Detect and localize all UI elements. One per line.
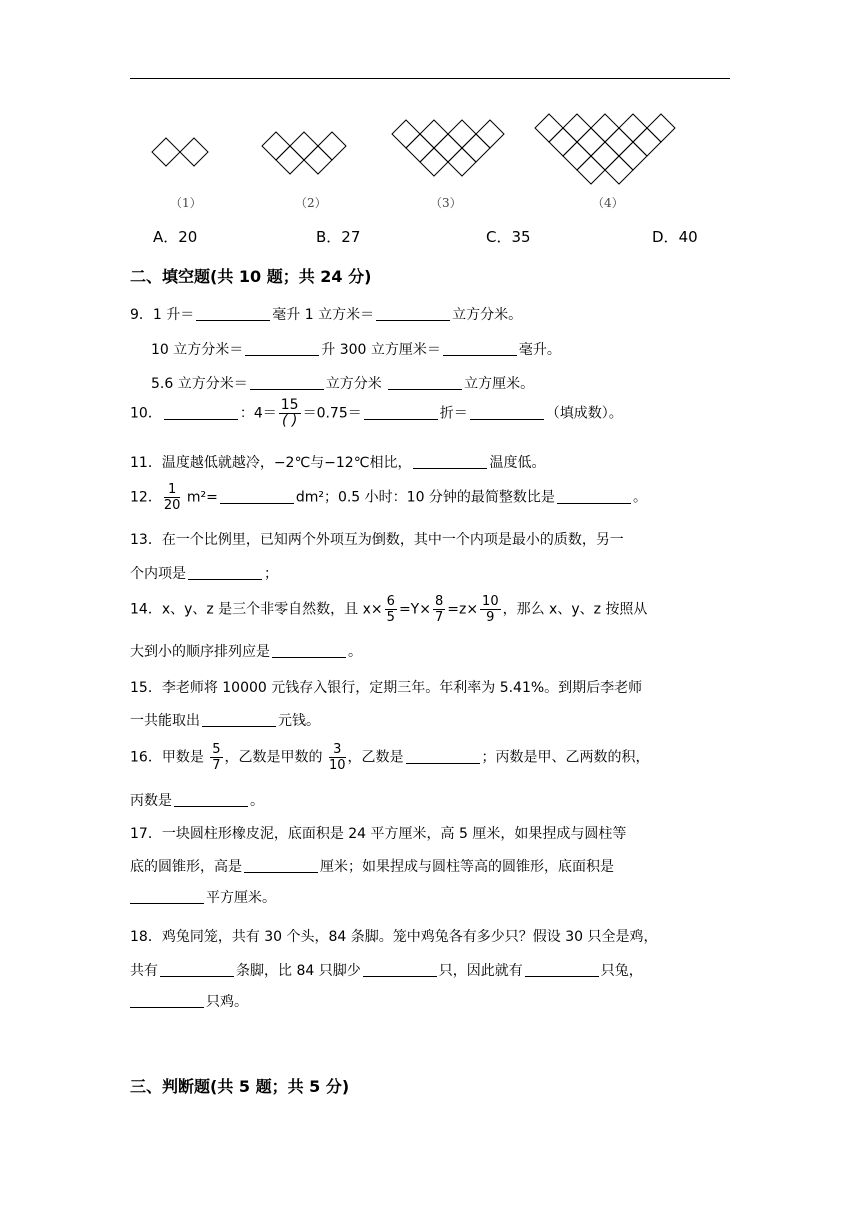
diamond-shape bbox=[549, 128, 577, 156]
answer-blank[interactable] bbox=[160, 962, 234, 977]
answer-blank[interactable] bbox=[525, 962, 599, 977]
diamond-shape bbox=[406, 134, 434, 162]
diamond-shape bbox=[434, 134, 462, 162]
diamond-shape bbox=[152, 138, 180, 166]
answer-blank[interactable] bbox=[250, 375, 324, 390]
section-3-title: 三、判断题(共 5 题；共 5 分) bbox=[130, 1077, 350, 1096]
q14-line-2: 大到小的顺序排列应是 。 bbox=[130, 644, 362, 660]
diamond-shape bbox=[448, 120, 476, 148]
diamond-shape bbox=[605, 128, 633, 156]
q17-line-2: 底的圆锥形，高是 厘米；如果捏成与圆柱等高的圆锥形，底面积是 bbox=[130, 859, 614, 875]
diamond-shape bbox=[577, 156, 605, 184]
q15-line-1: 15．李老师将 10000 元钱存入银行，定期三年。年利率为 5.41%。到期后李老师 bbox=[130, 680, 643, 696]
figure-label-1: （1） bbox=[170, 196, 202, 210]
q18-line-3: 只鸡。 bbox=[130, 991, 248, 1011]
answer-blank[interactable] bbox=[272, 643, 346, 658]
q13-line-2: 个内项是 ； bbox=[130, 566, 278, 582]
diamond-shape bbox=[633, 128, 661, 156]
section-2-title: 二、填空题(共 10 题；共 24 分) bbox=[130, 267, 372, 286]
answer-blank[interactable] bbox=[364, 405, 438, 420]
q9-line-3: 5.6 立方分米＝ 立方分米 立方厘米。 bbox=[151, 376, 535, 392]
q16-line-2: 丙数是 。 bbox=[130, 793, 264, 809]
fraction: $\frac{1}{20}$ bbox=[163, 482, 181, 513]
answer-blank[interactable] bbox=[443, 341, 517, 356]
diamond-shape bbox=[420, 148, 448, 176]
diamond-shape bbox=[462, 134, 490, 162]
answer-blank[interactable] bbox=[413, 454, 487, 469]
diamond-shape bbox=[591, 114, 619, 142]
diamond-shape bbox=[262, 132, 290, 160]
figure-label-3: （3） bbox=[430, 196, 462, 210]
q9-line-2: 10 立方分米＝ 升 300 立方厘米＝ 毫升。 bbox=[151, 342, 561, 358]
q11-line: 11．温度越低就越冷，−2℃与−12℃相比， 温度低。 bbox=[130, 455, 546, 471]
q18-line-2: 共有 条脚，比 84 只脚少 只，因此就有 只兔， bbox=[130, 963, 643, 979]
q13-line-1: 13．在一个比例里，已知两个外项互为倒数，其中一个内项是最小的质数，另一 bbox=[130, 532, 624, 548]
answer-blank[interactable] bbox=[470, 405, 544, 420]
q16-line-1: 16．甲数是 $\frac{5}{7}$ ，乙数是甲数的 $\frac{3}{10}$ ，乙数是 ；丙数是甲、乙两数的积， bbox=[130, 742, 650, 773]
diamond-shape bbox=[420, 120, 448, 148]
answer-blank[interactable] bbox=[202, 712, 276, 727]
fraction: $\frac{15}{( )}$ bbox=[280, 397, 299, 429]
answer-blank[interactable] bbox=[220, 489, 294, 504]
diamond-shape bbox=[619, 114, 647, 142]
q12-line: 12． $\frac{1}{20}$ m²= dm²；0.5 小时：10 分钟的最简整数比是 。 bbox=[130, 482, 647, 513]
figure-label-4: （4） bbox=[592, 196, 624, 210]
answer-blank[interactable] bbox=[174, 792, 248, 807]
q14-line-1: 14．x、y、z 是三个非零自然数，且 x× $\frac{6}{5}$ =Y× $\frac{8}{7}$ =z× $\frac{10}{9}$ ，那么 x、y、z 按照从 bbox=[130, 594, 648, 625]
diamond-shape bbox=[448, 148, 476, 176]
q10-line: 10． ：4＝ $\frac{15}{( )}$ ＝0.75＝ 折＝ （填成数）。 bbox=[130, 397, 623, 429]
diamond-shape bbox=[476, 120, 504, 148]
diamond-shape bbox=[290, 132, 318, 160]
q17-line-3: 平方厘米。 bbox=[130, 887, 276, 907]
diamond-shape bbox=[619, 142, 647, 170]
answer-blank[interactable] bbox=[388, 375, 462, 390]
diamond-shape bbox=[180, 138, 208, 166]
fraction: $\frac{8}{7}$ bbox=[434, 594, 444, 625]
diamond-shape bbox=[591, 142, 619, 170]
header-rule bbox=[130, 78, 730, 79]
diamond-shape bbox=[392, 120, 420, 148]
answer-blank[interactable] bbox=[244, 858, 318, 873]
fraction: $\frac{3}{10}$ bbox=[329, 742, 346, 773]
q9-line-1: 9．1 升＝ 毫升 1 立方米＝ 立方分米。 bbox=[130, 307, 523, 323]
answer-blank[interactable] bbox=[130, 889, 204, 904]
diamond-shape bbox=[535, 114, 563, 142]
diamond-shape bbox=[318, 132, 346, 160]
diamond-shape bbox=[276, 146, 304, 174]
choice-d: D．40 bbox=[652, 228, 698, 246]
choice-c: C．35 bbox=[486, 228, 531, 246]
figure-1 bbox=[150, 112, 710, 192]
answer-blank[interactable] bbox=[406, 749, 480, 764]
fraction: $\frac{5}{7}$ bbox=[212, 742, 221, 773]
answer-blank[interactable] bbox=[363, 962, 437, 977]
diamond-shape bbox=[304, 146, 332, 174]
choice-a: A．20 bbox=[153, 228, 198, 246]
q18-line-1: 18．鸡兔同笼，共有 30 个头，84 条脚。笼中鸡兔各有多少只？假设 30 只全是鸡， bbox=[130, 929, 658, 945]
diamond-shape bbox=[647, 114, 675, 142]
answer-blank[interactable] bbox=[245, 341, 319, 356]
answer-blank[interactable] bbox=[196, 306, 270, 321]
answer-blank[interactable] bbox=[376, 306, 450, 321]
answer-blank[interactable] bbox=[557, 489, 631, 504]
answer-blank[interactable] bbox=[164, 405, 238, 420]
diamond-shape bbox=[563, 142, 591, 170]
fraction: $\frac{6}{5}$ bbox=[386, 594, 395, 625]
diamond-shape bbox=[577, 128, 605, 156]
figure-label-2: （2） bbox=[295, 196, 327, 210]
diamond-shape bbox=[563, 114, 591, 142]
fraction: $\frac{10}{9}$ bbox=[482, 594, 499, 625]
choice-b: B．27 bbox=[316, 228, 361, 246]
answer-blank[interactable] bbox=[130, 993, 204, 1008]
q17-line-1: 17．一块圆柱形橡皮泥，底面积是 24 平方厘米，高 5 厘米，如果捏成与圆柱等 bbox=[130, 826, 627, 842]
diamond-shape bbox=[605, 156, 633, 184]
diamond-figures bbox=[150, 112, 710, 212]
q15-line-2: 一共能取出 元钱。 bbox=[130, 713, 320, 729]
answer-blank[interactable] bbox=[188, 565, 262, 580]
